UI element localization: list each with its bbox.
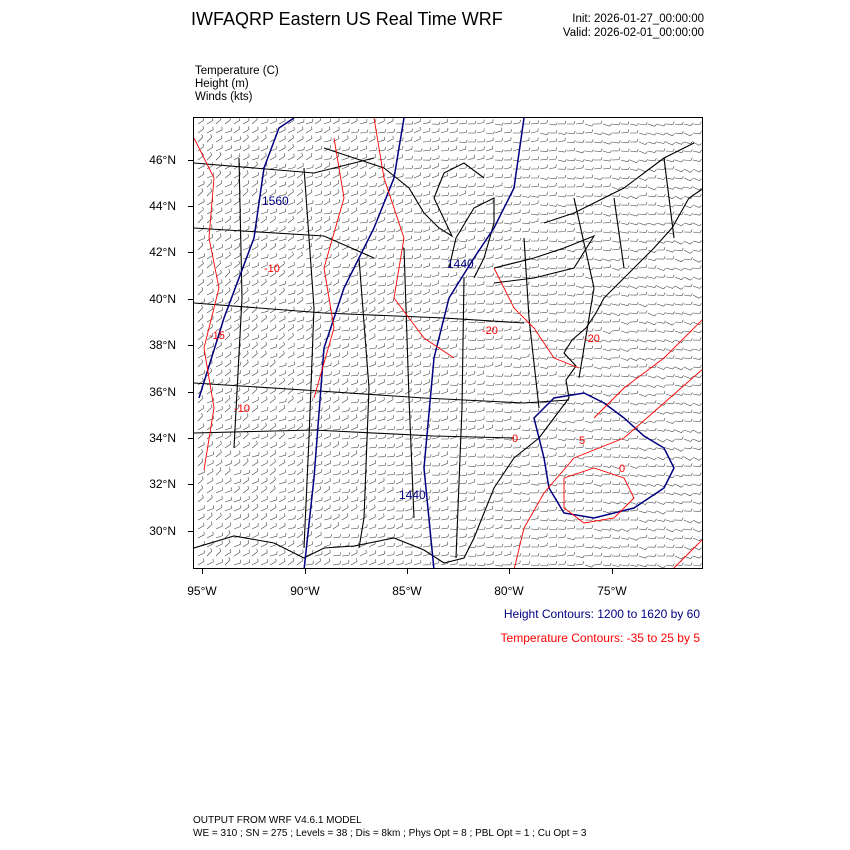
lat-label-44n: 44°N [149, 199, 176, 213]
lat-tick [188, 345, 193, 346]
lon-label-85w: 85°W [392, 584, 422, 598]
lon-tick [202, 569, 203, 574]
lon-label-90w: 90°W [290, 584, 320, 598]
height-contour-label: 1440 [399, 488, 426, 502]
lat-label-40n: 40°N [149, 292, 176, 306]
lon-tick [509, 569, 510, 574]
temperature-contour-label: 5 [579, 435, 586, 447]
lat-label-32n: 32°N [149, 477, 176, 491]
lat-label-34n: 34°N [149, 431, 176, 445]
valid-time: Valid: 2026-02-01_00:00:00 [562, 27, 704, 39]
init-time: Init: 2026-01-27_00:00:00 [572, 13, 704, 25]
height-contour-label: 1440 [447, 257, 474, 271]
height-contour-label: 1560 [262, 194, 289, 208]
temperature-contour-label: -10 [264, 263, 280, 275]
lon-label-80w: 80°W [494, 584, 524, 598]
lon-label-95w: 95°W [187, 584, 217, 598]
field-winds-label: Winds (kts) [195, 91, 253, 103]
lat-label-38n: 38°N [149, 338, 176, 352]
temperature-contour-label: 0 [512, 433, 519, 445]
lat-label-46n: 46°N [149, 153, 176, 167]
temperature-contour-label: -20 [584, 333, 600, 345]
lon-tick [612, 569, 613, 574]
temperature-contour-label: -15 [209, 330, 225, 342]
field-temperature-label: Temperature (C) [195, 65, 279, 77]
weather-map [193, 117, 703, 569]
lat-tick [188, 160, 193, 161]
lat-label-36n: 36°N [149, 385, 176, 399]
temperature-contour-label: -20 [482, 325, 498, 337]
lat-tick [188, 531, 193, 532]
temperature-contour-label: 0 [619, 463, 626, 475]
lat-label-42n: 42°N [149, 245, 176, 259]
lat-tick [188, 438, 193, 439]
lon-label-75w: 75°W [597, 584, 627, 598]
lon-tick [407, 569, 408, 574]
model-info-line2: WE = 310 ; SN = 275 ; Levels = 38 ; Dis = 8km ; Phys Opt = 8 ; PBL Opt = 1 ; Cu Opt = 3 [193, 828, 587, 839]
lat-tick [188, 392, 193, 393]
lat-tick [188, 252, 193, 253]
lat-tick [188, 484, 193, 485]
plot-title: IWFAQRP Eastern US Real Time WRF [191, 9, 503, 29]
model-info-line1: OUTPUT FROM WRF V4.6.1 MODEL [193, 815, 362, 826]
map-canvas [194, 118, 703, 569]
lon-tick [305, 569, 306, 574]
lat-tick [188, 206, 193, 207]
temperature-contour-label: -10 [234, 403, 250, 415]
lat-tick [188, 299, 193, 300]
temperature-contour-legend: Temperature Contours: -35 to 25 by 5 [500, 631, 700, 645]
field-height-label: Height (m) [195, 78, 249, 90]
height-contour-legend: Height Contours: 1200 to 1620 by 60 [503, 607, 700, 621]
lat-label-30n: 30°N [149, 524, 176, 538]
